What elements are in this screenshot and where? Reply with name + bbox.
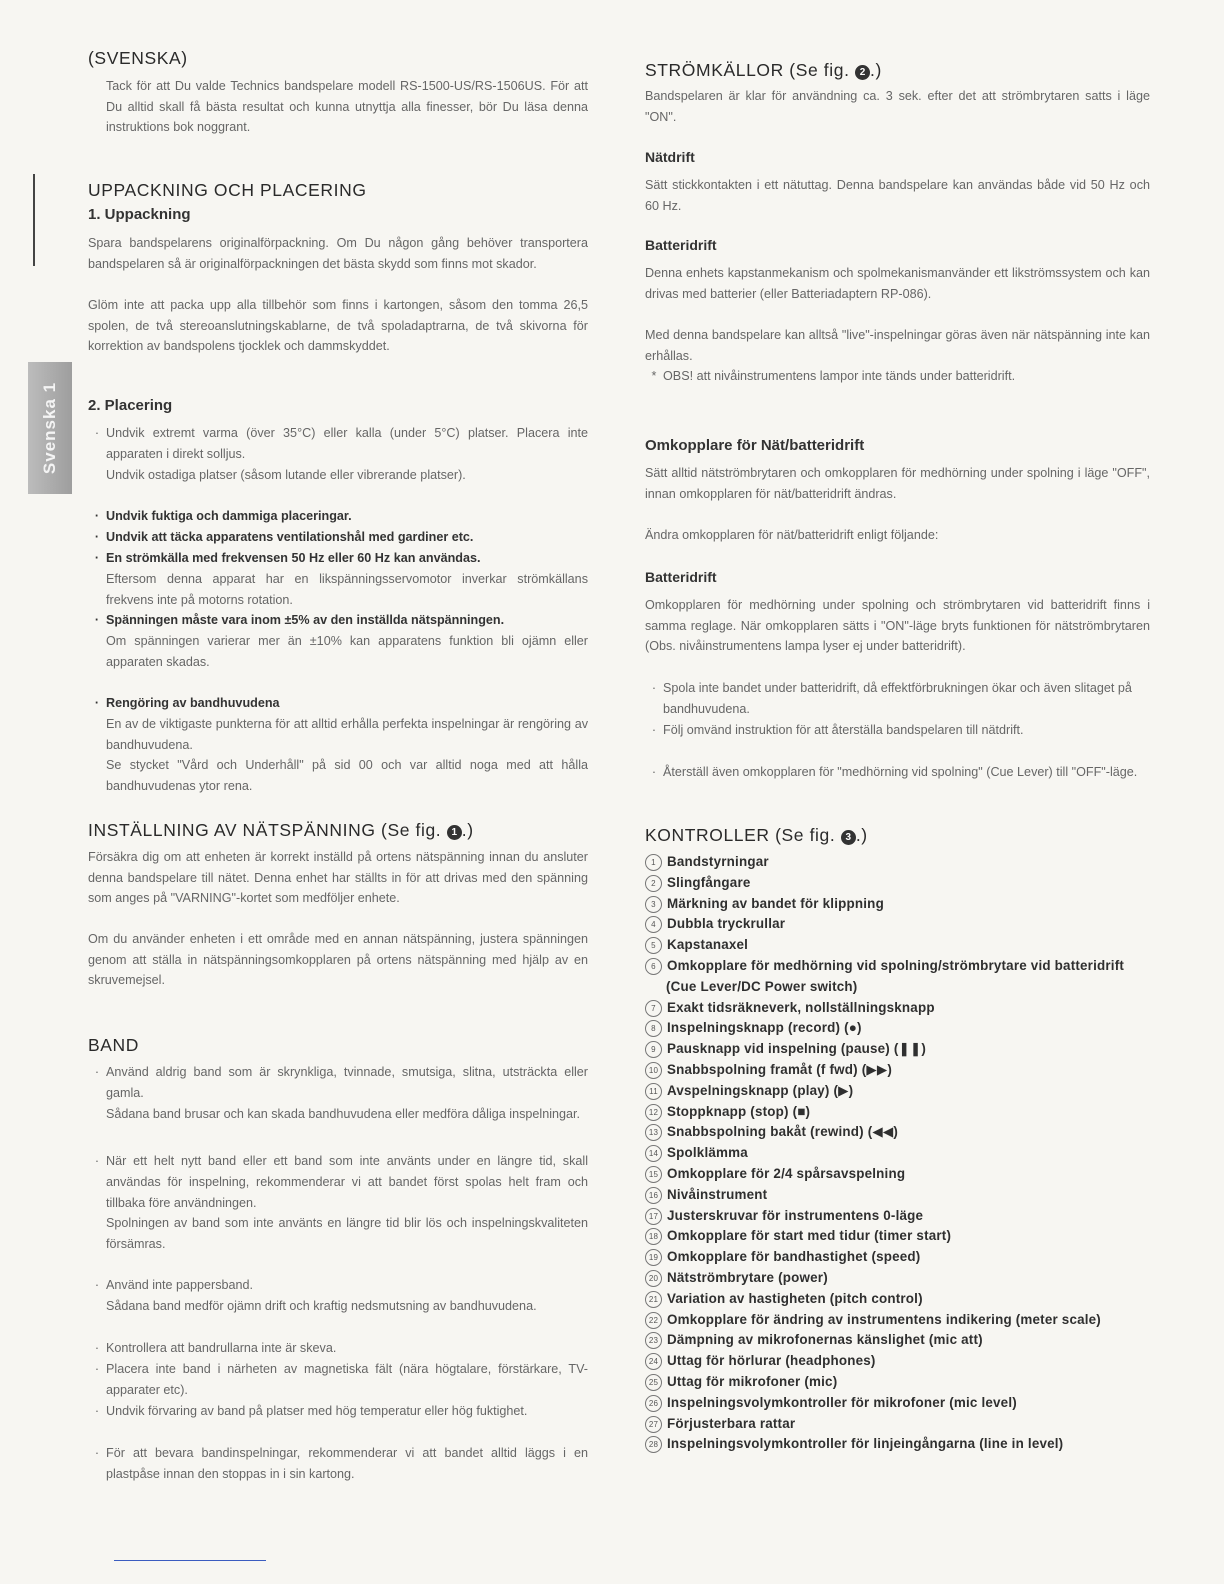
- figure-1-badge: 1: [447, 825, 462, 840]
- control-item-label: Förjusterbara rattar: [667, 1415, 796, 1431]
- control-item: [645, 873, 1150, 894]
- placement-item-6-cont-2: Se stycket "Vård och Underhåll" på sid 00 och var alltid noga med att hålla bandhuvudenas ytor rena.: [106, 758, 588, 794]
- control-item-label: Slingfångare: [667, 874, 751, 890]
- placement-item-2: · Undvik fuktiga och dammiga placeringar.: [94, 509, 352, 523]
- band-item-2-text: När ett helt nytt band eller ett band som inte använts under en längre tid, skall användas för inspelning, rekommenderar vi att bandet först spolas helt fram och tillbaka före användningen.: [106, 1154, 588, 1210]
- switch-item-2: · Följ omvänd instruktion för att återställa bandspelaren till nätdrift.: [651, 723, 1024, 737]
- band-item-3-cont: Sådana band medför ojämn drift och kraftig nedsmutsning av bandhuvudena.: [106, 1298, 537, 1313]
- control-item-label: Omkopplare för start med tidur (timer start): [667, 1228, 952, 1244]
- footer-rule: [114, 1560, 266, 1561]
- control-item-label: Omkopplare för medhörning vid spolning/strömbrytare vid batteridrift (Cue Lever/DC Power switch): [666, 957, 1125, 994]
- placement-item-5: · Spänningen måste vara inom ±5% av den inställda nätspänningen. Om spänningen varierar mer än ±10% kan apparatens funktion bli ojämn eller apparaten skadas.: [88, 610, 588, 672]
- control-item-number: 25: [645, 1374, 662, 1391]
- control-item-number: 22: [645, 1312, 662, 1329]
- control-item-label: Märkning av bandet för klippning: [667, 895, 884, 911]
- switch-p3: Omkopplaren för medhörning under spolning och strömbrytaren vid batteridrift finns i samma reglage. När omkopplaren sätts i "ON"-läge bryts funktionen för nätströmbrytaren (Obs. nivåinstrumentens lampa lyser ej under batteridrift).: [645, 598, 1150, 654]
- control-item-label: Inspelningsvolymkontroller för mikrofoner (mic level): [667, 1394, 1017, 1410]
- control-item-number: 28: [645, 1436, 662, 1453]
- switch-item-3-text: Återställ även omkopplaren för "medhörning vid spolning" (Cue Lever) till "OFF"-läge.: [663, 765, 1138, 779]
- placement-item-5-text: Spänningen måste vara inom ±5% av den inställda nätspänningen.: [106, 613, 505, 627]
- placement-item-3-text: Undvik att täcka apparatens ventilationshål med gardiner etc.: [106, 530, 474, 544]
- voltage-p2: Om du använder enheten i ett område med en annan nätspänning, justera spänningen genom att ställa in nätspänningsomkopplaren på ortens nätspänning med hjälp av en skruvemejsel.: [88, 932, 588, 988]
- power-heading-text: STRÖMKÄLLOR (Se fig.: [645, 60, 850, 80]
- controls-heading: [645, 825, 868, 846]
- control-item-label: Spolklämma: [667, 1145, 748, 1161]
- control-item-number: 23: [645, 1332, 662, 1349]
- control-item-number: 4: [645, 916, 662, 933]
- placement-item-2-text: Undvik fuktiga och dammiga placeringar.: [106, 509, 352, 523]
- control-item-label: Kapstanaxel: [667, 937, 749, 953]
- control-item: [645, 1018, 1150, 1039]
- control-item-number: 5: [645, 937, 662, 954]
- voltage-heading-text: INSTÄLLNING AV NÄTSPÄNNING (Se fig.: [88, 820, 442, 840]
- language-tab: [28, 362, 72, 494]
- switch-p1: Sätt alltid nätströmbrytaren och omkopplaren för medhörning under spolning i läge "OFF", innan omkopplaren för nät/batteridrift ändras.: [645, 466, 1150, 501]
- control-item: [645, 914, 1150, 935]
- control-item-label: Uttag för hörlurar (headphones): [667, 1353, 876, 1369]
- control-item: [645, 1289, 1150, 1310]
- control-item: [645, 1310, 1150, 1331]
- band-item-3: · Använd inte pappersband. Sådana band medför ojämn drift och kraftig nedsmutsning av bandhuvudena.: [88, 1275, 588, 1317]
- control-item-number: 7: [645, 1000, 662, 1017]
- controls-heading-end: .): [855, 825, 868, 845]
- band-item-6-text: Undvik förvaring av band på platser med hög temperatur eller hög fuktighet.: [106, 1404, 528, 1418]
- placement-item-6-text: Rengöring av bandhuvudena: [106, 696, 280, 710]
- power-heading-end: .): [870, 60, 882, 80]
- placement-item-3: · Undvik att täcka apparatens ventilationshål med gardiner etc.: [94, 530, 474, 544]
- control-item-number: 11: [645, 1083, 662, 1100]
- band-item-1: · Använd aldrig band som är skrynkliga, tvinnade, smutsiga, slitna, utsträckta eller gamla. Sådana band brusar och kan skada bandhuvudena eller medföra dåliga inspelningar.: [88, 1062, 588, 1124]
- control-item: [645, 1102, 1150, 1123]
- control-item-label: Dämpning av mikrofonernas känslighet (mic att): [667, 1332, 983, 1348]
- band-item-7: · För att bevara bandinspelningar, rekommenderar vi att bandet alltid läggs i en plastpåse innan den stoppas in i sin kartong.: [94, 1446, 588, 1481]
- control-item-label: Pausknapp vid inspelning (pause) (❚❚): [667, 1041, 926, 1057]
- controls-list: [645, 852, 1150, 1455]
- control-item-number: 2: [645, 875, 662, 892]
- control-item-number: 21: [645, 1291, 662, 1308]
- control-item-number: 18: [645, 1228, 662, 1245]
- band-item-1-cont: Sådana band brusar och kan skada bandhuvudena eller medföra dåliga inspelningar.: [106, 1106, 581, 1121]
- switch-item-3: · Återställ även omkopplaren för "medhörning vid spolning" (Cue Lever) till "OFF"-läge.: [651, 765, 1138, 779]
- band-item-4-text: Kontrollera att bandrullarna inte är skeva.: [106, 1341, 337, 1355]
- band-item-3-text: Använd inte pappersband.: [106, 1278, 254, 1292]
- placement-item-4-text: En strömkälla med frekvensen 50 Hz eller 60 Hz kan användas.: [106, 551, 481, 565]
- switch-item-1: · Spola inte bandet under batteridrift, då effektförbrukningen ökar och även slitaget på bandhuvudena.: [651, 681, 1132, 716]
- battery-note: * OBS! att nivåinstrumentens lampor inte tänds under batteridrift.: [651, 369, 1016, 383]
- control-item: [645, 1330, 1150, 1351]
- voltage-heading-end: .): [461, 820, 474, 840]
- language-tab-label: Svenska 1: [40, 381, 59, 475]
- control-item: [645, 1372, 1150, 1393]
- control-item: [645, 1122, 1150, 1143]
- controls-heading-text: KONTROLLER (Se fig.: [645, 825, 836, 845]
- control-item: [645, 852, 1150, 873]
- power-heading: [645, 60, 882, 81]
- placement-item-1-text: Undvik extremt varma (över 35°C) eller kalla (under 5°C) platser. Placera inte apparaten i direkt solljus.: [106, 426, 588, 461]
- control-item-number: 13: [645, 1124, 662, 1141]
- placement-item-1-cont: Undvik ostadiga platser (såsom lutande eller vibrerande platser).: [106, 467, 466, 482]
- control-item-number: 20: [645, 1270, 662, 1287]
- intro-text: Tack för att Du valde Technics bandspelare modell RS-1500-US/RS-1506US. För att Du alltid skall få bästa resultat och kunna utnyttja alla finesser, bör Du läsa denna instruktions bok noggrant.: [106, 79, 588, 135]
- control-item-label: Justerskruvar för instrumentens 0-läge: [667, 1207, 924, 1223]
- control-item-number: 27: [645, 1416, 662, 1433]
- voltage-heading: [88, 820, 474, 841]
- control-item-label: Snabbspolning framåt (f fwd) (▶▶): [667, 1061, 893, 1077]
- power-p1: Bandspelaren är klar för användning ca. 3 sek. efter det att strömbrytaren satts i läge "ON".: [645, 89, 1150, 124]
- control-item: [645, 998, 1150, 1019]
- switch-item-2-text: Följ omvänd instruktion för att återställa bandspelaren till nätdrift.: [663, 723, 1024, 737]
- control-item-label: Stoppknapp (stop) (■): [667, 1103, 811, 1119]
- band-item-5: · Placera inte band i närheten av magnetiska fält (nära högtalare, förstärkare, TV-apparater etc).: [94, 1362, 588, 1397]
- margin-rule: [33, 174, 35, 266]
- placement-item-6: · Rengöring av bandhuvudena En av de viktigaste punkterna för att alltid erhålla perfekta inspelningar är rengöring av bandhuvudena. Se stycket "Vård och Underhåll" på sid 00 och var alltid noga med att hålla bandhuvudenas ytor rena.: [88, 693, 588, 797]
- control-item-label: Omkopplare för 2/4 spårsavspelning: [667, 1165, 906, 1181]
- band-item-5-text: Placera inte band i närheten av magnetiska fält (nära högtalare, förstärkare, TV-apparater etc).: [106, 1362, 588, 1397]
- battery-p1: Denna enhets kapstanmekanism och spolmekanismanvänder ett likströmssystem och kan drivas med batterier (eller Batteriadaptern RP-086).: [645, 266, 1150, 301]
- intro-heading: (SVENSKA): [88, 48, 188, 68]
- control-item-number: 1: [645, 854, 662, 871]
- control-item-label: Snabbspolning bakåt (rewind) (◀◀): [667, 1124, 899, 1140]
- placement-item-5-cont: Om spänningen varierar mer än ±10% kan apparatens funktion bli ojämn eller apparaten skadas.: [106, 633, 588, 669]
- control-item-label: Dubbla tryckrullar: [667, 916, 786, 932]
- unpacking-p1: Spara bandspelarens originalförpackning. Om Du någon gång behöver transportera bandspelaren så är originalförpackningen det bästa skydd som finns mot skador.: [88, 236, 588, 271]
- control-item-number: 10: [645, 1062, 662, 1079]
- placement-item-1: · Undvik extremt varma (över 35°C) eller kalla (under 5°C) platser. Placera inte apparaten i direkt solljus. Undvik ostadiga platser (såsom lutande eller vibrerande platser).: [88, 423, 588, 485]
- control-item-label: Uttag för mikrofoner (mic): [667, 1373, 838, 1389]
- control-item: [645, 894, 1150, 915]
- unpacking-heading: UPPACKNING OCH PLACERING: [88, 180, 367, 200]
- battery-note-text: OBS! att nivåinstrumentens lampor inte tänds under batteridrift.: [663, 369, 1016, 383]
- control-item: [645, 1247, 1150, 1268]
- placement-item-4: · En strömkälla med frekvensen 50 Hz eller 60 Hz kan användas. Eftersom denna apparat har en likspänningsservomotor inverkar strömkällans frekvens inte på motorns rotation.: [88, 548, 588, 610]
- control-item-number: 12: [645, 1104, 662, 1121]
- control-item-number: 24: [645, 1353, 662, 1370]
- control-item-label: Exakt tidsräkneverk, nollställningsknapp: [667, 999, 935, 1015]
- figure-3-badge: 3: [841, 830, 856, 845]
- switch-battery-subheading: Batteridrift: [645, 569, 717, 585]
- control-item-label: Variation av hastigheten (pitch control): [667, 1290, 923, 1306]
- figure-2-badge: 2: [855, 65, 870, 80]
- control-item: [645, 1164, 1150, 1185]
- control-item: [645, 1434, 1150, 1455]
- switch-item-1-text: Spola inte bandet under batteridrift, då effektförbrukningen ökar och även slitaget på bandhuvudena.: [663, 681, 1132, 716]
- control-item-label: Omkopplare för bandhastighet (speed): [667, 1249, 921, 1265]
- mains-subheading: Nätdrift: [645, 149, 695, 165]
- control-item-label: Inspelningsknapp (record) (●): [667, 1020, 862, 1036]
- placement-item-6-cont: En av de viktigaste punkterna för att alltid erhålla perfekta inspelningar är rengöring av bandhuvudena.: [106, 716, 588, 752]
- band-item-1-text: Använd aldrig band som är skrynkliga, tvinnade, smutsiga, slitna, utsträckta eller gamla.: [106, 1065, 588, 1100]
- control-item: [645, 1268, 1150, 1289]
- placement-item-4-cont: Eftersom denna apparat har en likspänningsservomotor inverkar strömkällans frekvens inte på motorns rotation.: [106, 571, 588, 607]
- band-item-2-cont: Spolningen av band som inte använts en längre tid blir lös och inspelningskvaliteten försämras.: [106, 1216, 588, 1252]
- band-heading: BAND: [88, 1035, 140, 1055]
- control-item: [645, 1143, 1150, 1164]
- control-item-number: 15: [645, 1166, 662, 1183]
- battery-subheading: Batteridrift: [645, 237, 717, 253]
- control-item: [645, 1206, 1150, 1227]
- control-item-number: 14: [645, 1145, 662, 1162]
- control-item-label: Omkopplare för ändring av instrumentens indikering (meter scale): [667, 1311, 1101, 1327]
- control-item-label: Inspelningsvolymkontroller för linjeingångarna (line in level): [667, 1436, 1064, 1452]
- control-item: [645, 1414, 1150, 1435]
- control-item-label: Bandstyrningar: [667, 854, 769, 869]
- control-item: [645, 1185, 1150, 1206]
- unpacking-p2: Glöm inte att packa upp alla tillbehör som finns i kartongen, såsom den tomma 26,5 spolen, de två stereoanslutningskablarne, de två spoladaptrarna, de två skivorna för korrektion av bandspolens tjocklek och dammskyddet.: [88, 298, 588, 354]
- control-item: [645, 1351, 1150, 1372]
- control-item: [645, 1081, 1150, 1102]
- control-item: [645, 1060, 1150, 1081]
- control-item-number: 26: [645, 1395, 662, 1412]
- band-item-2: · När ett helt nytt band eller ett band som inte använts under en längre tid, skall användas för inspelning, rekommenderar vi att bandet först spolas helt fram och tillbaka före användningen. Spolningen av band som inte använts en längre tid blir lös och inspelningskvaliteten försämras.: [88, 1151, 588, 1255]
- switch-p2: Ändra omkopplaren för nät/batteridrift enligt följande:: [645, 528, 939, 542]
- switch-heading: Omkopplare för Nät/batteridrift: [645, 437, 865, 454]
- control-item-label: Nivåinstrument: [667, 1186, 768, 1202]
- band-item-4: · Kontrollera att bandrullarna inte är skeva.: [94, 1341, 337, 1355]
- unpacking-subheading: 1. Uppackning: [88, 206, 191, 223]
- control-item-label: Avspelningsknapp (play) (▶): [667, 1082, 854, 1098]
- control-item: [645, 1226, 1150, 1247]
- control-item-number: 6: [645, 958, 662, 975]
- control-item: [645, 1039, 1150, 1060]
- placement-subheading: 2. Placering: [88, 397, 173, 414]
- control-item-number: 3: [645, 896, 662, 913]
- band-item-7-text: För att bevara bandinspelningar, rekommenderar vi att bandet alltid läggs i en plastpåse innan den stoppas in i sin kartong.: [106, 1446, 588, 1481]
- control-item: [645, 1393, 1150, 1414]
- battery-p2: Med denna bandspelare kan alltså "live"-inspelningar göras även när nätspänning inte kan erhållas.: [645, 328, 1150, 363]
- mains-text: Sätt stickkontakten i ett nätuttag. Denna bandspelare kan användas både vid 50 Hz och 60 Hz.: [645, 178, 1150, 213]
- control-item-label: Nätströmbrytare (power): [667, 1269, 828, 1285]
- control-item-number: 8: [645, 1020, 662, 1037]
- voltage-p1: Försäkra dig om att enheten är korrekt inställd på ortens nätspänning innan du ansluter denna bandspelare till nätet. Denna enhet har ställts in för att drivas med den spänning som anges på "VARNING"-kortet som medföljer enhete.: [88, 850, 588, 906]
- band-item-6: · Undvik förvaring av band på platser med hög temperatur eller hög fuktighet.: [94, 1404, 528, 1418]
- control-item: [645, 956, 1150, 998]
- control-item-number: 19: [645, 1249, 662, 1266]
- control-item-number: 16: [645, 1187, 662, 1204]
- control-item-number: 17: [645, 1208, 662, 1225]
- control-item: [645, 935, 1150, 956]
- control-item-number: 9: [645, 1041, 662, 1058]
